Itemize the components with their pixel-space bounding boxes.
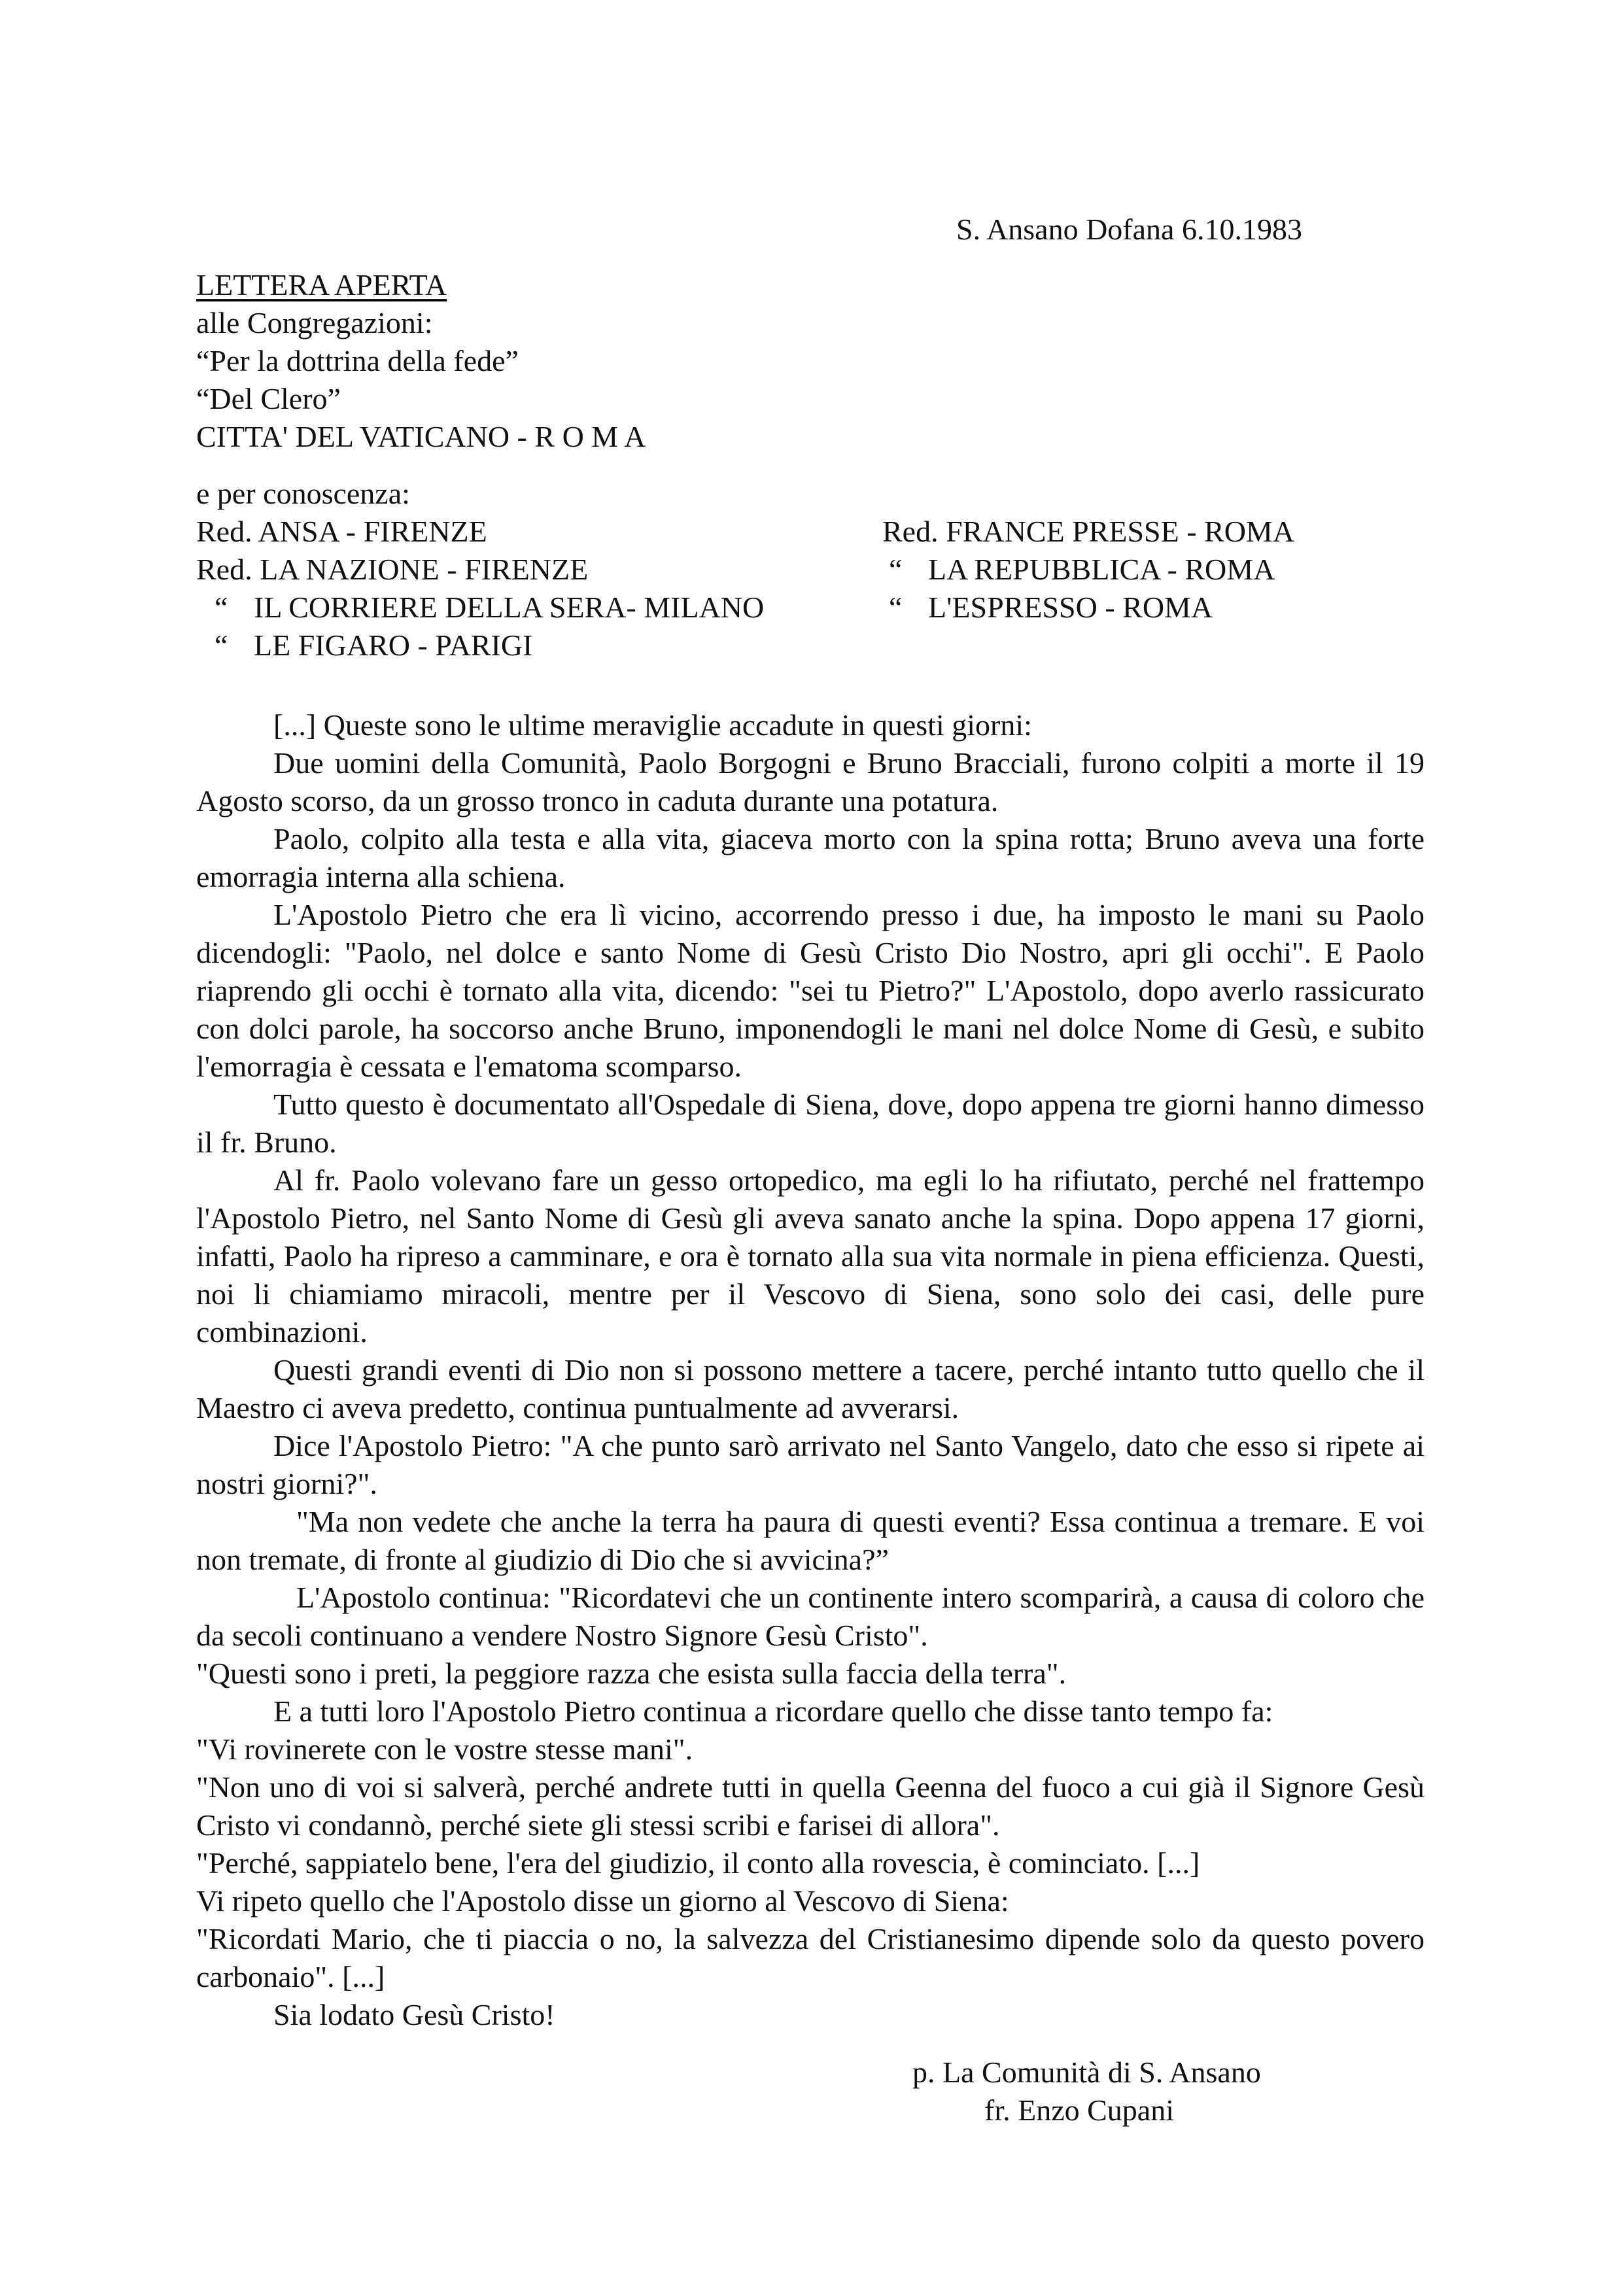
- body-paragraph: Tutto questo è documentato all'Ospedale di Siena, dove, dopo appena tre giorni hanno dimesso il fr. Bruno.: [196, 1088, 1425, 1159]
- body-paragraph: Vi ripeto quello che l'Apostolo disse un giorno al Vescovo di Siena:: [196, 1884, 1009, 1918]
- body-paragraph: "Ricordati Mario, che ti piaccia o no, la salvezza del Cristianesimo dipende solo da questo povero carbonaio". [...]: [196, 1922, 1425, 1993]
- recipient-left-4: [215, 627, 532, 664]
- ditto-mark: “: [215, 628, 228, 662]
- body-paragraph: "Questi sono i preti, la peggiore razza che esista sulla faccia della terra".: [196, 1657, 1067, 1690]
- body-paragraph: L'Apostolo continua: "Ricordatevi che un continente intero scomparirà, a causa di coloro che da secoli continuano a vendere Nostro Signore Gesù Cristo".: [196, 1581, 1425, 1652]
- recipient-right-2: [889, 551, 1275, 589]
- recipient-right-3-text: L'ESPRESSO - ROMA: [928, 591, 1213, 624]
- body-paragraph: "Perché, sappiatelo bene, l'era del giudizio, il conto alla rovescia, è cominciato. [...]: [196, 1846, 1200, 1880]
- ditto-mark: “: [215, 591, 228, 624]
- recipient-right-1: Red. FRANCE PRESSE - ROMA: [882, 515, 1295, 548]
- signature-name: fr. Enzo Cupani: [984, 2093, 1174, 2127]
- body-paragraph: Questi grandi eventi di Dio non si possono mettere a tacere, perché intanto tutto quello che il Maestro ci aveva predetto, continua puntualmente ad avverarsi.: [196, 1353, 1425, 1424]
- body-paragraph: Due uomini della Comunità, Paolo Borgogni e Bruno Bracciali, furono colpiti a morte il 19 Agosto scorso, da un grosso tronco in caduta durante una potatura.: [196, 746, 1425, 818]
- body-paragraph: [...] Queste sono le ultime meraviglie accadute in questi giorni:: [273, 708, 1032, 742]
- body-paragraph: Dice l'Apostolo Pietro: "A che punto sarò arrivato nel Santo Vangelo, dato che esso si ripete ai nostri giorni?".: [196, 1429, 1425, 1500]
- recipient-left-3-text: IL CORRIERE DELLA SERA- MILANO: [254, 591, 765, 624]
- congregation-clergy: “Del Clero”: [196, 382, 341, 415]
- ditto-mark: “: [889, 591, 903, 624]
- recipient-left-2: Red. LA NAZIONE - FIRENZE: [196, 553, 589, 586]
- body-paragraph: Paolo, colpito alla testa e alla vita, giaceva morto con la spina rotta; Bruno aveva una forte emorragia interna alla schiena.: [196, 822, 1425, 893]
- recipient-left-1: Red. ANSA - FIRENZE: [196, 515, 487, 548]
- cc-label: e per conoscenza:: [196, 477, 410, 510]
- body-paragraph: E a tutti loro l'Apostolo Pietro continua a ricordare quello che disse tanto tempo fa:: [273, 1695, 1273, 1728]
- body-paragraph: Al fr. Paolo volevano fare un gesso ortopedico, ma egli lo ha rifiutato, perché nel frattempo l'Apostolo Pietro, nel Santo Nome di Gesù gli aveva sanato anche la spina. Dopo appena 17 giorni, infatti, Paolo ha ripreso a camminare, e ora è tornato alla sua vita normale in piena efficienza. Questi, noi li chiamiamo miracoli, mentre per il Vescovo di Siena, sono solo dei casi, delle pure combinazioni.: [196, 1163, 1425, 1349]
- body-paragraph: "Vi rovinerete con le vostre stesse mani".: [196, 1732, 693, 1766]
- addressee-label: alle Congregazioni:: [196, 306, 433, 339]
- body-paragraph: L'Apostolo Pietro che era lì vicino, accorrendo presso i due, ha imposto le mani su Paolo dicendogli: "Paolo, nel dolce e santo Nome di Gesù Cristo Dio Nostro, apri gli occhi". E Paolo riaprendo gli occhi è tornato alla vita, dicendo: "sei tu Pietro?" L'Apostolo, dopo averlo rassicurato con dolci parole, ha soccorso anche Bruno, imponendogli le mani nel dolce Nome di Gesù, e subito l'emorragia è cessata e l'ematoma scomparso.: [196, 898, 1425, 1083]
- ditto-mark: “: [889, 553, 903, 586]
- recipient-right-2-text: LA REPUBBLICA - ROMA: [928, 553, 1275, 586]
- vatican-city: CITTA' DEL VATICANO - R O M A: [196, 420, 646, 453]
- body-paragraph: "Non uno di voi si salverà, perché andrete tutti in quella Geenna del fuoco a cui già il Signore Gesù Cristo vi condannò, perché siete gli stessi scribi e farisei di allora".: [196, 1770, 1425, 1842]
- closing-salutation: Sia lodato Gesù Cristo!: [273, 1998, 555, 2031]
- recipient-left-4-text: LE FIGARO - PARIGI: [254, 628, 533, 662]
- congregation-doctrine: “Per la dottrina della fede”: [196, 344, 519, 377]
- letter-body: [196, 706, 1425, 2034]
- body-paragraph: "Ma non vedete che anche la terra ha paura di questi eventi? Essa continua a tremare. E voi non tremate, di fronte al giudizio di Dio che si avvicina?”: [196, 1505, 1425, 1576]
- recipient-left-3: [215, 589, 764, 627]
- place-date: S. Ansano Dofana 6.10.1983: [956, 213, 1302, 246]
- signature-community: p. La Comunità di S. Ansano: [912, 2056, 1261, 2089]
- letter-title: LETTERA APERTA: [196, 268, 447, 301]
- recipient-right-3: [889, 589, 1213, 627]
